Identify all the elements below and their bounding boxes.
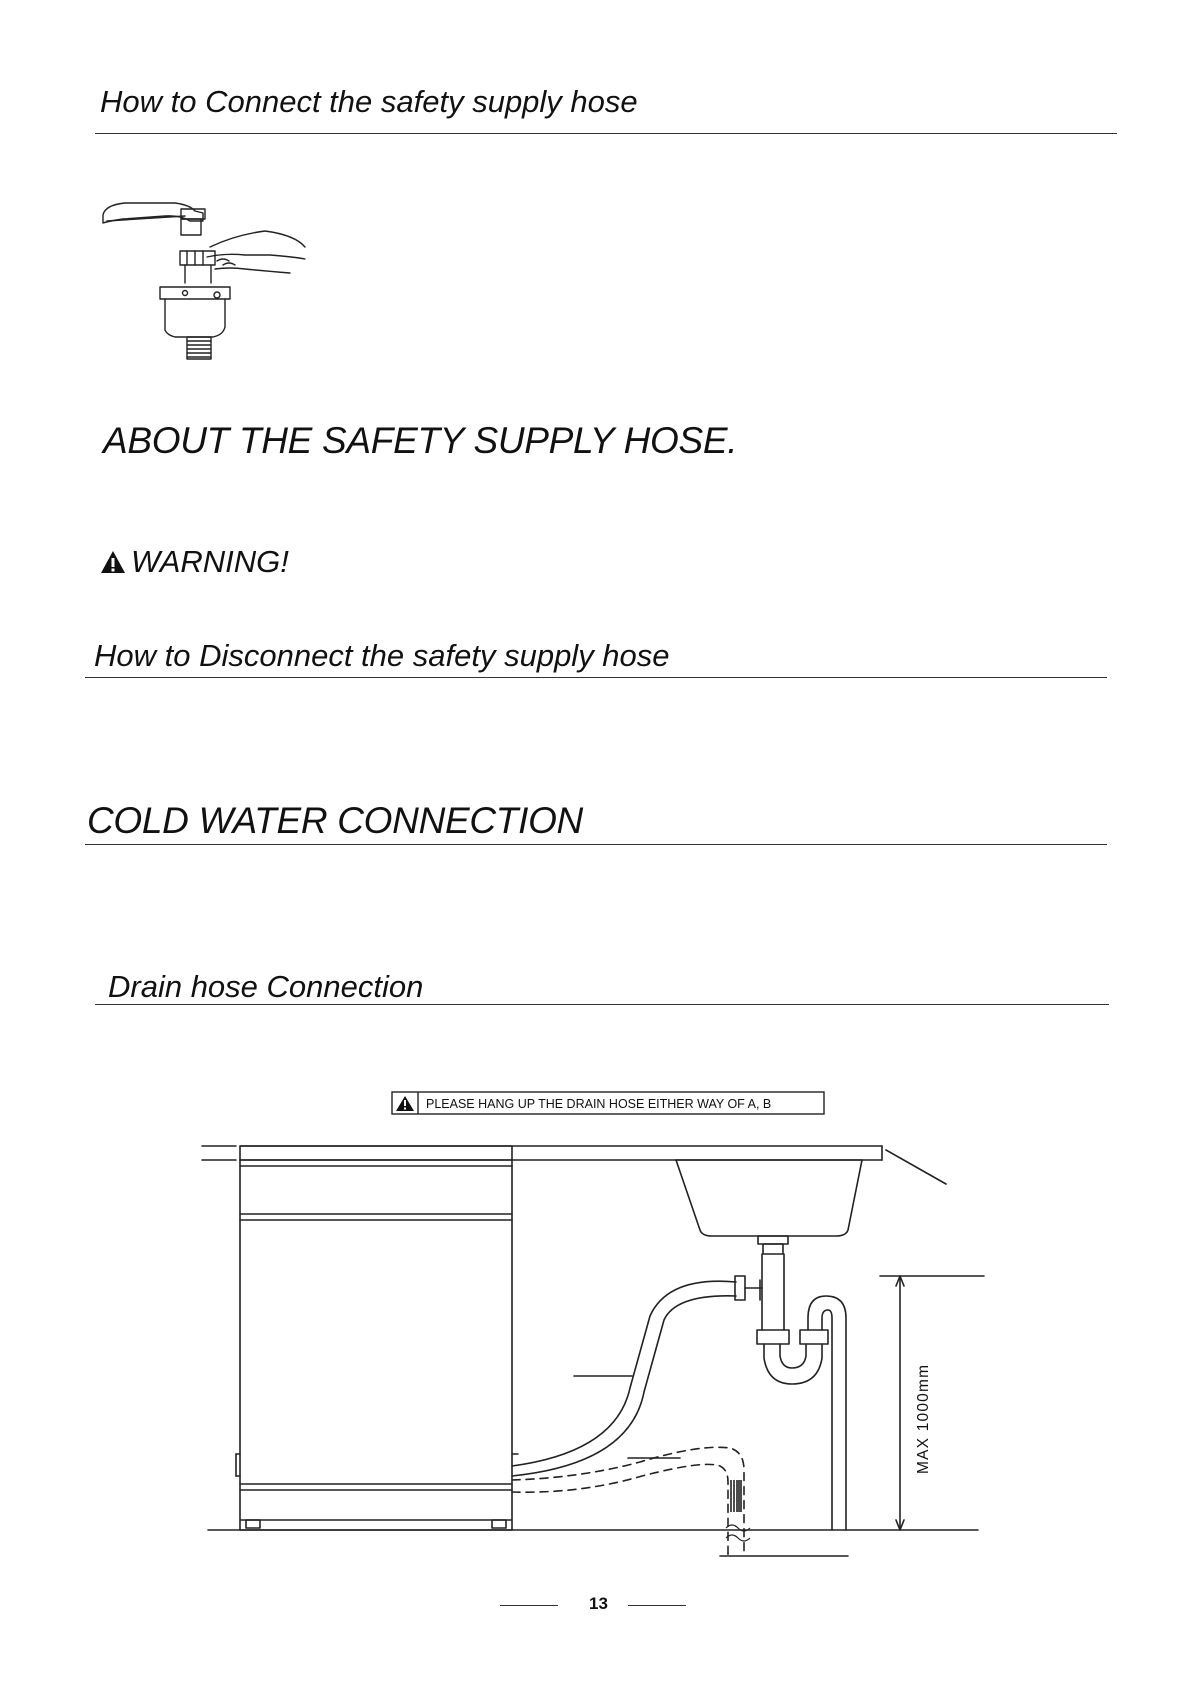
- connect-heading-rule: [95, 133, 1117, 134]
- drain-notice-text: PLEASE HANG UP THE DRAIN HOSE EITHER WAY OF A, B: [426, 1097, 772, 1111]
- connect-heading: How to Connect the safety supply hose: [100, 84, 638, 119]
- warning-triangle-icon: [99, 549, 127, 575]
- cold-water-heading-rule: [85, 844, 1107, 845]
- max-height-label: MAX 1000mm: [915, 1363, 932, 1474]
- warning-label: WARNING!: [131, 544, 289, 579]
- warning-row: [99, 544, 289, 580]
- drain-heading-rule: [95, 1004, 1109, 1005]
- disconnect-heading-rule: [85, 677, 1107, 678]
- disconnect-heading: How to Disconnect the safety supply hose: [94, 638, 670, 673]
- page-number: 13: [589, 1594, 608, 1613]
- drain-heading: Drain hose Connection: [108, 969, 424, 1004]
- cold-water-heading: COLD WATER CONNECTION: [87, 800, 583, 841]
- hose-end-marker: [731, 1480, 741, 1512]
- faucet-valve-illustration: [95, 195, 310, 370]
- page-number-left-rule: [500, 1605, 558, 1606]
- drain-notice-box: [392, 1092, 824, 1114]
- page-number-right-rule: [628, 1605, 686, 1606]
- drain-hose-diagram: [0, 1080, 1190, 1580]
- about-heading: ABOUT THE SAFETY SUPPLY HOSE.: [103, 420, 738, 461]
